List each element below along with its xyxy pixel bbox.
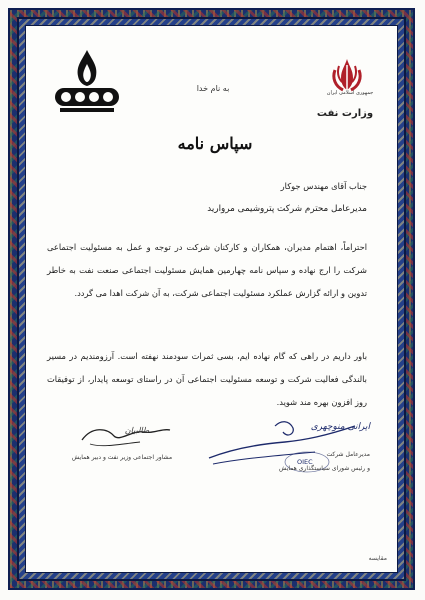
body-paragraph-1: احتراماً، اهتمام مدیران، همکاران و کارکنان شرکت در توجه و عمل به مسئولیت اجتماعی شرکت را ارج نهاده و سپاس نامه چهارمین همایش مسئولیت اجتماعی صنعت نفت به خاطر تدوین و ارائه گزارش عملکرد مسئولیت اجتماعی شرکت، به آن شرکت اهدا می گردد. bbox=[47, 242, 367, 298]
signatory-left-name: طالبیان bbox=[124, 426, 150, 435]
recipient-title: مدیرعامل محترم شرکت پتروشیمی مروارید bbox=[207, 204, 367, 214]
recipient-name: جناب آقای مهندس جوکار bbox=[280, 181, 367, 191]
signature-block-right bbox=[205, 418, 370, 498]
body-paragraph-2: باور داریم در راهی که گام نهاده ایم، بسی ثمرات سودمند نهفته است. آرزومندیم در مسیر بالندگی فعالیت شرکت و توسعه مسئولیت اجتماعی آن در راستای توسعه پایدار، از توفیقات روز افزون بهره مند شوید. bbox=[47, 351, 367, 407]
signatory-right-title: مدیرعامل شرکت bbox=[326, 451, 370, 458]
oil-flame-logo-icon bbox=[52, 48, 122, 114]
ministry-name: وزارت نفت bbox=[316, 108, 374, 119]
signatory-right-name: ایرانی منوچهری bbox=[310, 422, 370, 432]
signatory-left-title: مشاور اجتماعی وزیر نفت و دبیر همایش bbox=[71, 454, 173, 461]
stamp-code: OIEC bbox=[297, 458, 313, 466]
corner-mark: مقایسه bbox=[368, 555, 387, 562]
ministry-caption: جمهوری اسلامی ایران bbox=[326, 90, 374, 96]
signatory-right-subtitle: و رئیس شورای سیاستگذاری همایش bbox=[279, 465, 370, 472]
basmala: به نام خدا bbox=[196, 84, 230, 93]
signature-block-left bbox=[62, 418, 182, 480]
document-title: سپاس نامه bbox=[177, 134, 253, 153]
handwritten-signature-left bbox=[62, 418, 182, 454]
